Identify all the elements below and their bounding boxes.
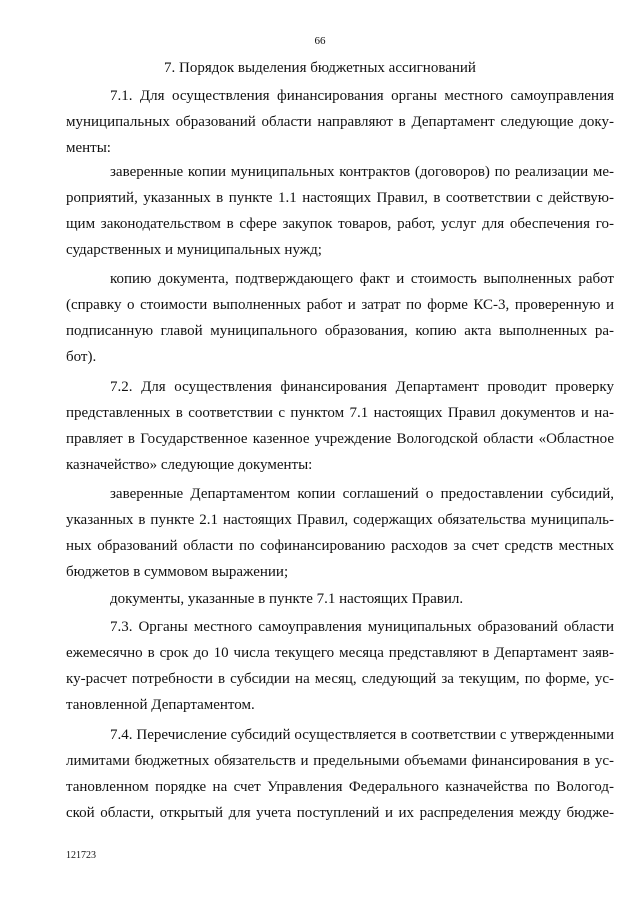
text-line: указанных в пункте 2.1 настоящих Правил, содержащих обязательства муниципаль- bbox=[66, 512, 614, 528]
text-line: ежемесячно в срок до 10 числа текущего месяца представляют в Департамент заяв- bbox=[66, 645, 614, 661]
section-heading: 7. Порядок выделения бюджетных ассигнований bbox=[164, 60, 476, 76]
text-line: ку-расчет потребности в субсидии на месяц, следующий за текущим, по форме, ус- bbox=[66, 671, 614, 687]
text-line: копию документа, подтверждающего факт и стоимость выполненных работ bbox=[110, 271, 614, 287]
text-line: документы, указанные в пункте 7.1 настоящих Правил. bbox=[110, 591, 464, 607]
text-line: бот). bbox=[66, 349, 97, 365]
text-line: тановленной Департаментом. bbox=[66, 697, 255, 713]
text-line: ской области, открытый для учета поступлений и их распределения между бюдже- bbox=[66, 805, 614, 821]
text-line: 7.2. Для осуществления финансирования Департамент проводит проверку bbox=[110, 379, 614, 395]
text-line: 7.1. Для осуществления финансирования органы местного самоуправления bbox=[110, 88, 614, 104]
text-line: правляет в Государственное казенное учреждение Вологодской области «Областное bbox=[66, 431, 614, 447]
text-line: 7.4. Перечисление субсидий осуществляется в соответствии с утвержденными bbox=[110, 727, 614, 743]
text-line: заверенные копии муниципальных контрактов (договоров) по реализации ме- bbox=[110, 164, 614, 180]
text-line: роприятий, указанных в пункте 1.1 настоящих Правил, в соответствии с действую- bbox=[66, 190, 614, 206]
text-line: бюджетов в суммовом выражении; bbox=[66, 564, 289, 580]
text-line: заверенные Департаментом копии соглашений о предоставлении субсидий, bbox=[110, 486, 614, 502]
text-line: щим законодательством в сфере закупок товаров, работ, услуг для обеспечения го- bbox=[66, 216, 614, 232]
text-line: представленных в соответствии с пунктом 7.1 настоящих Правил документов и на- bbox=[66, 405, 614, 421]
text-line: менты: bbox=[66, 140, 111, 156]
text-line: ных образований области по софинансированию расходов за счет средств местных bbox=[66, 538, 614, 554]
text-line: сударственных и муниципальных нужд; bbox=[66, 242, 322, 258]
text-line: подписанную главой муниципального образования, копию акта выполненных ра- bbox=[66, 323, 614, 339]
page-number: 66 bbox=[314, 35, 326, 47]
document-code: 121723 bbox=[66, 850, 96, 861]
text-line: лимитами бюджетных обязательств и предельными объемами финансирования в ус- bbox=[66, 753, 614, 769]
text-line: казначейство» следующие документы: bbox=[66, 457, 313, 473]
text-line: (справку о стоимости выполненных работ и затрат по форме КС-3, проверенную и bbox=[66, 297, 614, 313]
text-line: 7.3. Органы местного самоуправления муниципальных образований области bbox=[110, 619, 614, 635]
text-line: тановленном порядке на счет Управления Федерального казначейства по Вологод- bbox=[66, 779, 614, 795]
text-line: муниципальных образований области направляют в Департамент следующие доку- bbox=[66, 114, 614, 130]
